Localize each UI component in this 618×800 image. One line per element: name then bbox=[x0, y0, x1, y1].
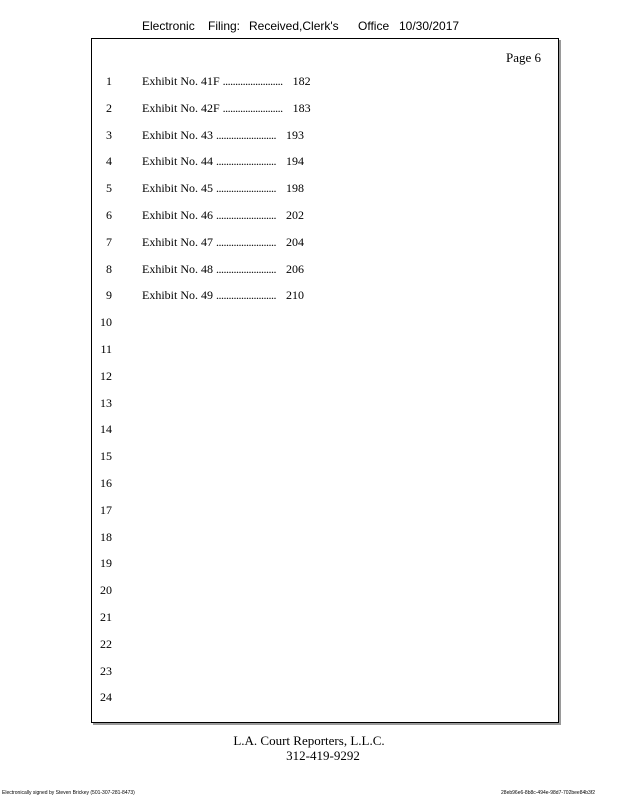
exhibit-page-number: 202 bbox=[286, 208, 304, 222]
line-number: 21 bbox=[100, 610, 112, 624]
exhibit-page-number: 183 bbox=[292, 100, 311, 115]
exhibit-page-number: 210 bbox=[286, 288, 304, 303]
leader-dots: ........................ bbox=[216, 208, 276, 222]
leader-dots: ........................ bbox=[222, 74, 283, 88]
exhibit-label: Exhibit No. 41F bbox=[142, 74, 223, 88]
exhibit-page-number: 198 bbox=[286, 181, 304, 196]
line-number: 14 bbox=[100, 422, 112, 437]
line-number: 9 bbox=[106, 288, 112, 303]
line-number: 17 bbox=[100, 502, 112, 517]
line-number: 7 bbox=[106, 234, 112, 249]
leader-dots: ........................ bbox=[216, 261, 276, 276]
exhibit-entry bbox=[142, 262, 304, 277]
line-number: 15 bbox=[100, 449, 112, 464]
esignature-left: Electronically signed by Steven Brickey (501-307-281-8473) bbox=[2, 790, 135, 796]
exhibit-label: Exhibit No. 42F bbox=[142, 100, 223, 115]
leader-dots: ........................ bbox=[216, 127, 276, 142]
esignature-id: 28eb96e6-8b8c-494e-98d7-702bee84b3f2 bbox=[501, 790, 595, 796]
line-number: 13 bbox=[100, 395, 112, 410]
exhibit-entry bbox=[142, 181, 304, 196]
exhibit-label: Exhibit No. 47 bbox=[142, 234, 216, 249]
leader-dots: ........................ bbox=[216, 154, 276, 169]
transcript-page bbox=[91, 38, 559, 723]
exhibit-entry bbox=[142, 154, 304, 169]
exhibit-page-number: 193 bbox=[286, 127, 304, 142]
line-number: 10 bbox=[100, 315, 112, 330]
line-number: 23 bbox=[100, 663, 112, 678]
line-number: 4 bbox=[106, 154, 112, 169]
line-number: 11 bbox=[100, 342, 112, 356]
line-number: 8 bbox=[106, 261, 112, 276]
exhibit-entry bbox=[142, 235, 304, 250]
leader-dots: ........................ bbox=[216, 234, 276, 249]
leader-dots: ........................ bbox=[222, 100, 283, 115]
line-number: 3 bbox=[106, 127, 112, 142]
line-number: 24 bbox=[100, 690, 112, 705]
reporter-footer bbox=[0, 733, 618, 763]
exhibit-label: Exhibit No. 43 bbox=[142, 127, 216, 142]
line-number: 19 bbox=[100, 556, 112, 571]
line-number: 16 bbox=[100, 476, 112, 490]
stamp-word-received: Received,Clerk's bbox=[249, 19, 339, 33]
stamp-word-office: Office bbox=[358, 19, 390, 33]
line-number: 5 bbox=[106, 181, 112, 196]
stamp-date: 10/30/2017 bbox=[399, 19, 460, 33]
exhibit-entry bbox=[142, 74, 311, 89]
reporter-name: L.A. Court Reporters, L.L.C. bbox=[233, 733, 385, 748]
exhibit-entry bbox=[142, 288, 304, 303]
exhibit-page-number: 194 bbox=[286, 154, 304, 169]
exhibit-page-number: 206 bbox=[286, 261, 304, 276]
exhibit-label: Exhibit No. 49 bbox=[142, 288, 216, 303]
stamp-word-filing: Filing: bbox=[208, 19, 241, 33]
page-number: Page 6 bbox=[505, 50, 541, 65]
leader-dots: ........................ bbox=[216, 181, 276, 196]
exhibit-label: Exhibit No. 46 bbox=[142, 208, 216, 222]
stamp-word-electronic: Electronic bbox=[142, 19, 195, 33]
exhibit-page-number: 204 bbox=[286, 234, 304, 249]
exhibit-label: Exhibit No. 48 bbox=[142, 261, 216, 276]
leader-dots: ........................ bbox=[216, 288, 276, 303]
exhibit-page-number: 182 bbox=[292, 74, 311, 88]
exhibit-entry bbox=[142, 101, 311, 116]
line-number: 22 bbox=[100, 636, 112, 651]
exhibit-entry bbox=[142, 128, 304, 143]
line-number: 1 bbox=[106, 74, 112, 88]
line-number: 18 bbox=[100, 529, 112, 544]
exhibit-entry bbox=[142, 208, 304, 223]
line-number: 20 bbox=[100, 583, 112, 598]
exhibit-label: Exhibit No. 45 bbox=[142, 181, 216, 196]
line-number: 12 bbox=[100, 368, 112, 383]
reporter-phone: 312-419-9292 bbox=[286, 748, 360, 763]
line-number: 6 bbox=[106, 208, 112, 222]
exhibit-label: Exhibit No. 44 bbox=[142, 154, 216, 169]
line-number: 2 bbox=[106, 100, 112, 115]
